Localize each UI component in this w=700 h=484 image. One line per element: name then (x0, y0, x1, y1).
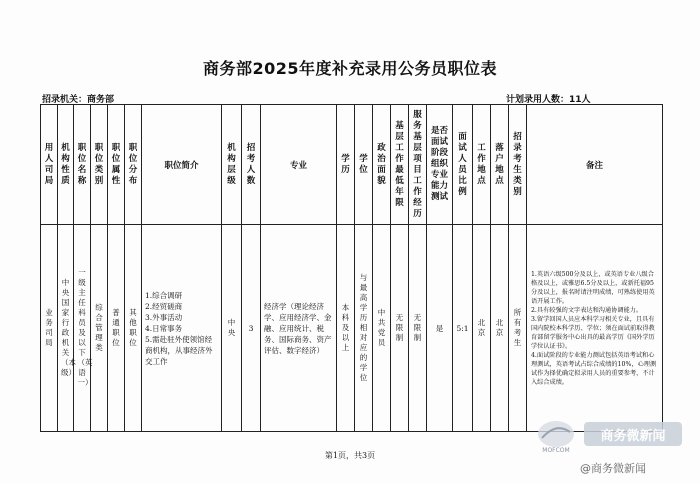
header-cell: 基层工作最低年限 (391, 105, 409, 225)
intro-line: 1.综合调研 (145, 290, 183, 300)
header-cell: 专业 (261, 105, 337, 225)
intro-line: 5.需赴驻外使领馆经商机构，从事经济外交工作 (145, 334, 213, 366)
header-cell: 学历 (337, 105, 355, 225)
planned-count: 计划录用人数：11人 (506, 95, 591, 105)
cell-test: 是 (427, 225, 453, 432)
cell-education: 本科及以上 (337, 225, 355, 432)
cell-service-exp: 无限制 (409, 225, 427, 432)
header-cell: 服务基层项目工作经历 (409, 105, 427, 225)
page-footer: 第1页，共3页 (324, 451, 376, 460)
intro-line: 2.经贸磋商 (145, 301, 183, 311)
cell-bureau: 业务司局 (41, 225, 58, 432)
header-cell: 学位 (355, 105, 373, 225)
cell-min-years: 无限制 (391, 225, 409, 432)
cell-level: 中央 (222, 225, 242, 432)
header-cell: 职位类别 (91, 105, 108, 225)
cell-hukou-place: 北京 (491, 225, 509, 432)
cell-major: 经济学（理论经济学、应用经济学、金融、应用统计、税务、国际商务、资产评估、数字经济） (261, 225, 337, 432)
cell-politics: 中共党员 (373, 225, 391, 432)
cell-nature: 中央国家行政机关（本级） (58, 225, 74, 432)
header-cell: 招考人数 (242, 105, 261, 225)
header-cell: 职位名称 (74, 105, 91, 225)
header-cell: 备注 (527, 105, 663, 225)
watermark-brand: MOFCOM (542, 447, 570, 454)
header-cell: 机构层级 (222, 105, 242, 225)
header-cell: 职位简介 (142, 105, 222, 225)
cell-degree: 与最高学历相对应的学位 (355, 225, 373, 432)
watermark-name: 商务微新闻 (600, 429, 666, 444)
note-line: 2.具有较强的文字表达和沟通协调能力。 (531, 306, 643, 314)
note-line: 4.面试阶段的专业能力测试包括英语考试和心理测试，英语考试占综合成绩的10%，心理测试作为择优确定拟录用人员的重要参考，不计入综合成绩。 (531, 351, 657, 386)
mofcom-logo-watermark (536, 418, 686, 454)
cell-ratio: 5:1 (453, 225, 473, 432)
note-line: 3.留学回国人员应本科学习相关专业，且具有国内院校本科学历、学位；须在面试前取得教育部留学服务中心出具的最高学历《国外学历学位认证书》。 (531, 315, 655, 350)
cell-category: 综合管理类 (91, 225, 108, 432)
header-cell: 面试人员比例 (453, 105, 473, 225)
intro-line: 3.外事活动 (145, 312, 183, 322)
cell-count: 3 (242, 225, 261, 432)
header-cell: 机构性质 (58, 105, 74, 225)
header-cell: 用人司局 (41, 105, 58, 225)
note-line: 1.英语六级500分及以上，或英语专业八级合格及以上，或雅思6.5分及以上，或新托福95分及以上，报名时请注明成绩，可熟练使用英语开展工作。 (531, 270, 655, 305)
recruiting-agency: 招录机关：商务部 (42, 95, 115, 105)
header-cell: 是否面试阶段组织专业能力测试 (427, 105, 453, 225)
cell-intro (142, 225, 222, 432)
header-cell: 招录考生类别 (509, 105, 527, 225)
cell-position: 一级主任科员及以下（英语一） (74, 225, 91, 432)
cell-notes (527, 225, 663, 432)
intro-line: 4.日常事务 (145, 323, 183, 333)
cell-candidate-type: 所有考生 (509, 225, 527, 432)
header-cell: 落户地点 (491, 105, 509, 225)
cell-work-place: 北京 (473, 225, 491, 432)
table-header-row (41, 105, 663, 225)
header-cell: 工作地点 (473, 105, 491, 225)
header-cell: 职位分布 (125, 105, 142, 225)
header-cell: 政治面貌 (373, 105, 391, 225)
header-cell: 职位属性 (108, 105, 125, 225)
page-title: 商务部2025年度补充录用公务员职位表 (202, 59, 498, 78)
table-row (41, 225, 663, 432)
cell-distribution: 其他职位 (125, 225, 142, 432)
positions-table (40, 104, 663, 432)
cell-attribute: 普通职位 (108, 225, 125, 432)
weibo-watermark: @商务微新闻 (580, 462, 646, 475)
